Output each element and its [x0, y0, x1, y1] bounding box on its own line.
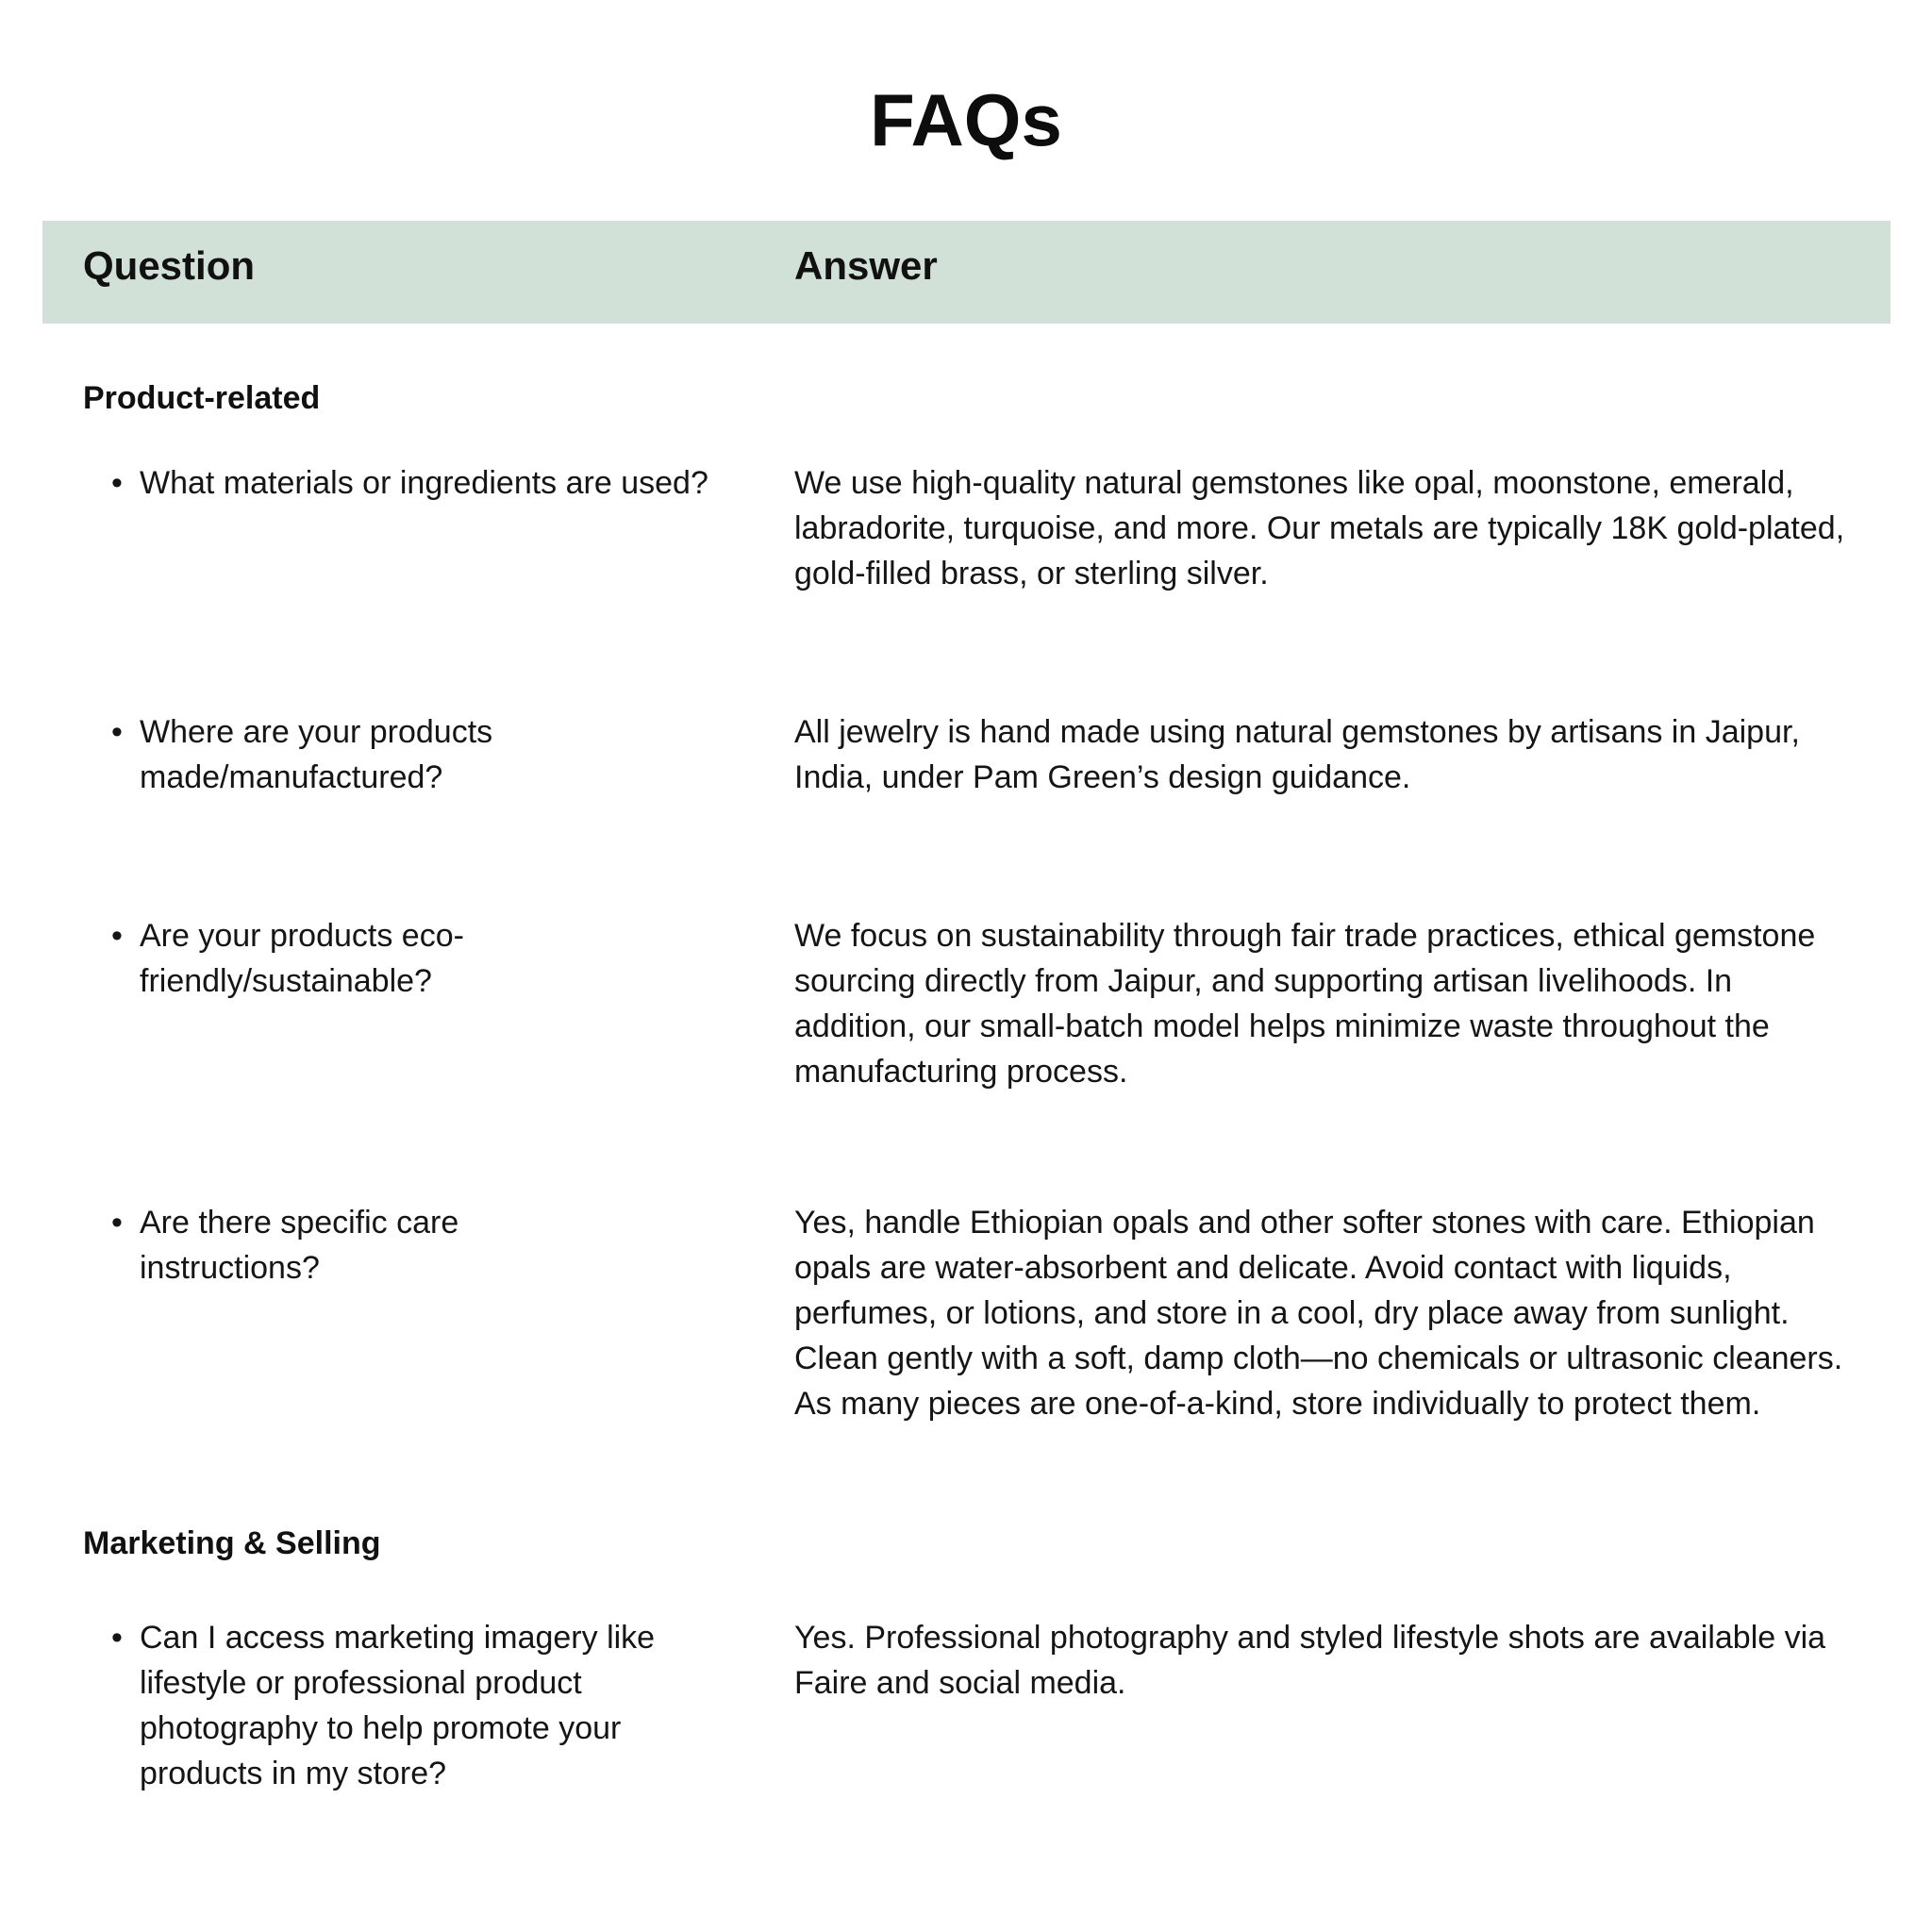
faq-question-text: Are there specific care instructions? [140, 1205, 459, 1286]
faq-answer: Yes. Professional photography and styled lifestyle shots are available via Faire and social media. [794, 1620, 1826, 1701]
faq-answer: All jewelry is hand made using natural gemstones by artisans in Jaipur, India, under Pam Green’s design guidance. [794, 714, 1800, 795]
column-header-answer: Answer [794, 243, 938, 288]
faq-question [106, 1615, 738, 1796]
section-heading-product-related: Product-related [83, 380, 321, 416]
faq-question [106, 709, 728, 800]
faq-question [106, 1200, 634, 1291]
page-title: FAQs [870, 78, 1062, 161]
faq-question-text: Where are your products made/manufactured? [140, 714, 493, 795]
faq-question [106, 460, 728, 506]
bullet-icon: • [111, 465, 123, 501]
bullet-icon: • [111, 1620, 123, 1656]
faq-answer: We focus on sustainability through fair trade practices, ethical gemstone sourcing directly from Jaipur, and supporting artisan livelihoods. In addition, our small-batch model helps minimize waste throughout the manufacturing process. [794, 918, 1816, 1090]
bullet-icon: • [111, 1205, 123, 1241]
faq-question-text: Are your products eco-friendly/sustainable? [140, 918, 464, 999]
bullet-icon: • [111, 714, 123, 750]
column-header-question: Question [83, 243, 256, 288]
table-header [42, 221, 1890, 324]
section-heading-marketing-selling: Marketing & Selling [83, 1525, 381, 1561]
faq-question [106, 913, 634, 1004]
faq-question-text: What materials or ingredients are used? [140, 465, 708, 501]
faq-answer: We use high-quality natural gemstones like opal, moonstone, emerald, labradorite, turquoise, and more. Our metals are typically 18K gold-plated, gold-filled brass, or sterling silver. [794, 465, 1845, 591]
faq-answer: Yes, handle Ethiopian opals and other softer stones with care. Ethiopian opals are water-absorbent and delicate. Avoid contact with liquids, perfumes, or lotions, and store in a cool, dry place away from sunlight. Clean gently with a soft, damp cloth—no chemicals or ultrasonic cleaners. As many pieces are one-of-a-kind, store individually to protect them. [794, 1205, 1843, 1422]
bullet-icon: • [111, 918, 123, 954]
faq-question-text: Can I access marketing imagery like lifestyle or professional product photography to help promote your products in my store? [140, 1620, 656, 1791]
